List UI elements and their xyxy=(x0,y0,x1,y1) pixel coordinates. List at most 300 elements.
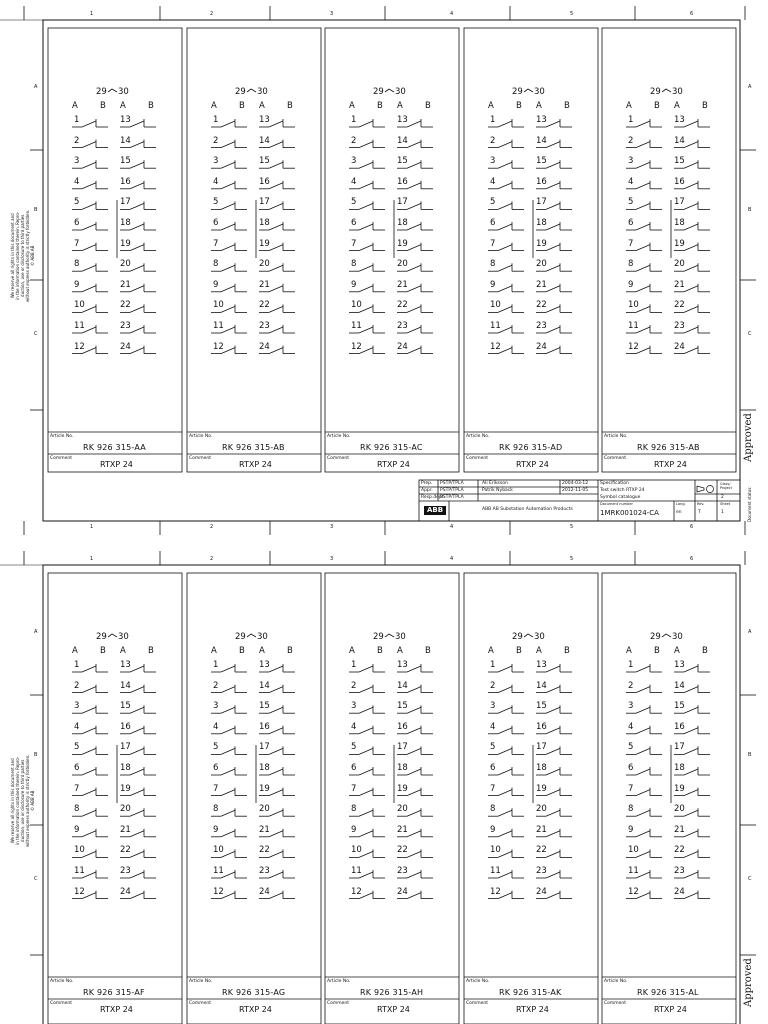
contact-right-blade xyxy=(407,245,421,251)
terminal-number: 2 xyxy=(490,135,496,146)
contact-left-blade xyxy=(498,687,512,693)
terminal-number: 17 xyxy=(397,742,408,753)
bridge-link xyxy=(247,89,256,92)
contact-left-blade xyxy=(221,183,235,189)
terminal-number: 22 xyxy=(674,300,685,311)
terminal-number: 23 xyxy=(536,321,547,331)
article-number: RK 926 315-AC xyxy=(360,443,423,452)
contact-right-blade xyxy=(546,265,560,271)
panel-frame xyxy=(602,573,736,1024)
side-label-a: A xyxy=(120,646,126,656)
contact-left-blade xyxy=(636,810,650,816)
contact-right-blade xyxy=(130,142,144,148)
document-status-1: Approved xyxy=(743,413,754,462)
terminal-30: 30 xyxy=(395,632,406,642)
terminal-number: 2 xyxy=(74,135,80,146)
contact-left-blade xyxy=(636,121,650,127)
side-label-b: B xyxy=(287,646,293,656)
rev-label: Rev. xyxy=(697,502,705,506)
terminal-number: 8 xyxy=(351,259,357,270)
comment-value: RTXP 24 xyxy=(100,1005,133,1014)
panel-frame xyxy=(48,28,182,472)
article-number: RK 926 315-AD xyxy=(499,443,563,452)
terminal-number: 17 xyxy=(259,197,270,208)
appr-date: 2012-11-05 xyxy=(562,488,589,493)
prep-date: 2004-03-12 xyxy=(562,481,589,486)
terminal-number: 10 xyxy=(628,300,639,311)
article-number: RK 926 315-AH xyxy=(360,988,424,997)
side-label-b: B xyxy=(654,646,660,656)
terminal-number: 23 xyxy=(397,321,408,331)
column-number-top: 4 xyxy=(450,11,454,17)
terminal-number: 24 xyxy=(397,886,408,897)
contact-right-blade xyxy=(546,831,560,837)
terminal-number: 4 xyxy=(74,176,80,187)
contact-left-blade xyxy=(82,831,96,837)
comment-value: RTXP 24 xyxy=(100,460,133,469)
contact-right-blade xyxy=(546,327,560,333)
panel-frame xyxy=(464,28,598,472)
terminal-number: 24 xyxy=(674,886,685,897)
column-number-bottom: 4 xyxy=(450,524,454,530)
terminal-number: 7 xyxy=(490,783,496,794)
terminal-number: 14 xyxy=(120,135,131,146)
terminal-number: 13 xyxy=(397,660,408,670)
prep-name: Ali Eriksson xyxy=(482,481,508,486)
article-number: RK 926 315-AG xyxy=(222,988,286,997)
column-number-bottom: 6 xyxy=(690,524,694,530)
contact-left-blade xyxy=(498,265,512,271)
prep-dept: PSTP/TPLA xyxy=(440,481,464,486)
terminal-number: 4 xyxy=(490,721,496,732)
contact-right-blade xyxy=(407,348,421,354)
terminal-number: 9 xyxy=(74,824,80,835)
terminal-number: 24 xyxy=(536,341,547,352)
terminal-number: 1 xyxy=(74,660,80,670)
contact-right-blade xyxy=(130,769,144,775)
side-label-a: A xyxy=(626,101,632,111)
contact-left-blade xyxy=(359,666,373,672)
terminal-30: 30 xyxy=(395,87,406,97)
terminal-number: 1 xyxy=(213,660,219,670)
terminal-number: 17 xyxy=(397,197,408,208)
side-label-b: B xyxy=(377,101,383,111)
contact-right-blade xyxy=(130,666,144,672)
terminal-29: 29 xyxy=(650,87,661,97)
lang-value: en xyxy=(676,510,682,515)
contact-left-blade xyxy=(359,831,373,837)
rev-value: T xyxy=(698,510,701,515)
contact-left-blade xyxy=(636,142,650,148)
terminal-number: 8 xyxy=(351,804,357,815)
contact-left-blade xyxy=(498,121,512,127)
contact-right-blade xyxy=(546,748,560,754)
terminal-number: 24 xyxy=(259,341,270,352)
terminal-number: 15 xyxy=(259,701,270,712)
comment-value: RTXP 24 xyxy=(654,1005,687,1014)
contact-left-blade xyxy=(498,790,512,796)
contact-right-blade xyxy=(684,687,698,693)
terminal-number: 18 xyxy=(259,218,270,228)
terminal-number: 4 xyxy=(213,721,219,732)
terminal-30: 30 xyxy=(672,87,683,97)
column-number-top: 1 xyxy=(90,556,94,562)
contact-right-blade xyxy=(130,872,144,878)
article-number: RK 926 315-AB xyxy=(637,443,700,452)
contact-right-blade xyxy=(546,893,560,899)
contact-right-blade xyxy=(407,748,421,754)
contact-right-blade xyxy=(407,707,421,713)
terminal-number: 8 xyxy=(628,259,634,270)
terminal-number: 4 xyxy=(490,176,496,187)
contact-left-blade xyxy=(636,748,650,754)
projection-label: Class/ Project xyxy=(720,482,732,490)
contact-right-blade xyxy=(269,224,283,230)
contact-right-blade xyxy=(407,327,421,333)
contact-left-blade xyxy=(359,286,373,292)
contact-left-blade xyxy=(221,121,235,127)
terminal-number: 15 xyxy=(536,701,547,712)
terminal-number: 12 xyxy=(74,886,85,897)
terminal-number: 1 xyxy=(490,115,496,125)
contact-right-blade xyxy=(546,687,560,693)
contact-right-blade xyxy=(546,286,560,292)
terminal-number: 11 xyxy=(628,866,639,876)
contact-right-blade xyxy=(546,728,560,734)
terminal-number: 13 xyxy=(259,115,270,125)
comment-label: Comment xyxy=(189,1001,212,1006)
comment-label: Comment xyxy=(327,1001,350,1006)
terminal-number: 13 xyxy=(120,115,131,125)
terminal-number: 15 xyxy=(536,156,547,167)
contact-right-blade xyxy=(684,224,698,230)
terminal-number: 5 xyxy=(351,197,357,208)
row-letter-right: A xyxy=(748,84,752,90)
contact-left-blade xyxy=(359,790,373,796)
side-label-b: B xyxy=(516,646,522,656)
terminal-number: 5 xyxy=(628,197,634,208)
side-label-a: A xyxy=(72,646,78,656)
contact-right-blade xyxy=(130,162,144,168)
terminal-number: 19 xyxy=(674,238,685,249)
column-number-top: 3 xyxy=(330,11,334,17)
terminal-number: 3 xyxy=(74,701,80,712)
terminal-number: 16 xyxy=(536,721,547,732)
terminal-number: 14 xyxy=(397,680,408,691)
terminal-number: 10 xyxy=(74,300,85,311)
contact-left-blade xyxy=(636,183,650,189)
drawing-frame xyxy=(43,565,740,1024)
terminal-number: 10 xyxy=(213,845,224,856)
terminal-number: 6 xyxy=(628,763,634,773)
terminal-number: 10 xyxy=(351,300,362,311)
terminal-number: 11 xyxy=(351,866,362,876)
company-name: ABB AB Substation Automation Products xyxy=(482,507,573,512)
contact-left-blade xyxy=(359,203,373,209)
contact-left-blade xyxy=(359,162,373,168)
terminal-number: 17 xyxy=(120,197,131,208)
terminal-29: 29 xyxy=(373,87,384,97)
terminal-number: 11 xyxy=(74,866,85,876)
terminal-number: 14 xyxy=(674,680,685,691)
terminal-29: 29 xyxy=(235,632,246,642)
side-label-a: A xyxy=(488,101,494,111)
side-label-a: A xyxy=(349,646,355,656)
comment-value: RTXP 24 xyxy=(516,460,549,469)
terminal-number: 24 xyxy=(120,341,131,352)
terminal-number: 7 xyxy=(213,238,219,249)
terminal-number: 20 xyxy=(120,804,131,815)
terminal-30: 30 xyxy=(672,632,683,642)
contact-left-blade xyxy=(636,728,650,734)
contact-right-blade xyxy=(130,790,144,796)
terminal-number: 23 xyxy=(120,866,131,876)
article-no-label: Article No. xyxy=(189,979,213,984)
contact-right-blade xyxy=(684,162,698,168)
bridge-link xyxy=(108,89,117,92)
contact-right-blade xyxy=(546,851,560,857)
side-label-b: B xyxy=(702,101,708,111)
bridge-link xyxy=(385,634,394,637)
terminal-number: 1 xyxy=(490,660,496,670)
contact-right-blade xyxy=(269,203,283,209)
doc-number: 1MRK001024-CA xyxy=(600,509,659,517)
contact-right-blade xyxy=(684,265,698,271)
terminal-number: 18 xyxy=(397,218,408,228)
terminal-number: 20 xyxy=(536,804,547,815)
side-label-a: A xyxy=(211,101,217,111)
terminal-29: 29 xyxy=(512,87,523,97)
contact-right-blade xyxy=(546,224,560,230)
terminal-number: 14 xyxy=(536,135,547,146)
contact-left-blade xyxy=(82,203,96,209)
contact-left-blade xyxy=(221,265,235,271)
terminal-number: 15 xyxy=(259,156,270,167)
side-label-a: A xyxy=(259,646,265,656)
appr-dept: PSTP/TPLA xyxy=(440,488,464,493)
contact-left-blade xyxy=(82,687,96,693)
contact-right-blade xyxy=(269,707,283,713)
contact-right-blade xyxy=(407,810,421,816)
terminal-number: 1 xyxy=(351,660,357,670)
terminal-number: 8 xyxy=(213,259,219,270)
comment-label: Comment xyxy=(50,456,73,461)
column-number-bottom: 5 xyxy=(570,524,574,530)
row-letter-left: C xyxy=(34,876,38,882)
terminal-number: 21 xyxy=(536,279,547,290)
contact-right-blade xyxy=(684,872,698,878)
bridge-link xyxy=(524,89,533,92)
article-number: RK 926 315-AL xyxy=(637,988,699,997)
panel-frame xyxy=(325,28,459,472)
terminal-number: 4 xyxy=(628,176,634,187)
terminal-number: 9 xyxy=(490,279,496,290)
terminal-number: 12 xyxy=(351,341,362,352)
contact-right-blade xyxy=(269,121,283,127)
contact-left-blade xyxy=(636,265,650,271)
contact-right-blade xyxy=(269,162,283,168)
contact-right-blade xyxy=(546,707,560,713)
contact-right-blade xyxy=(684,245,698,251)
terminal-number: 16 xyxy=(120,721,131,732)
terminal-number: 20 xyxy=(397,804,408,815)
contact-right-blade xyxy=(546,306,560,312)
terminal-number: 13 xyxy=(674,115,685,125)
contact-right-blade xyxy=(269,142,283,148)
side-label-b: B xyxy=(239,101,245,111)
contact-right-blade xyxy=(130,728,144,734)
terminal-number: 16 xyxy=(397,721,408,732)
terminal-number: 10 xyxy=(351,845,362,856)
contact-left-blade xyxy=(359,183,373,189)
terminal-number: 9 xyxy=(74,279,80,290)
contact-left-blade xyxy=(498,810,512,816)
doc-kind: Specification xyxy=(600,481,629,486)
side-label-b: B xyxy=(239,646,245,656)
terminal-number: 14 xyxy=(397,135,408,146)
sheet-2-drawing xyxy=(0,545,768,1024)
bridge-link xyxy=(247,634,256,637)
contact-right-blade xyxy=(684,707,698,713)
article-no-label: Article No. xyxy=(50,434,74,439)
document-status-label-1: Document status: xyxy=(747,486,752,522)
terminal-number: 6 xyxy=(628,218,634,228)
contact-right-blade xyxy=(407,851,421,857)
terminal-number: 21 xyxy=(674,824,685,835)
terminal-29: 29 xyxy=(96,87,107,97)
drawing-sheet-2 xyxy=(0,545,768,1024)
terminal-number: 8 xyxy=(628,804,634,815)
contact-left-blade xyxy=(221,224,235,230)
terminal-number: 12 xyxy=(74,341,85,352)
comment-value: RTXP 24 xyxy=(654,460,687,469)
side-label-b: B xyxy=(702,646,708,656)
contact-right-blade xyxy=(684,728,698,734)
terminal-number: 21 xyxy=(259,279,270,290)
contact-right-blade xyxy=(130,245,144,251)
terminal-number: 16 xyxy=(674,176,685,187)
contact-right-blade xyxy=(684,327,698,333)
contact-left-blade xyxy=(82,707,96,713)
terminal-number: 6 xyxy=(351,763,357,773)
terminal-number: 9 xyxy=(490,824,496,835)
contact-left-blade xyxy=(359,728,373,734)
contact-right-blade xyxy=(546,142,560,148)
terminal-number: 10 xyxy=(74,845,85,856)
terminal-number: 7 xyxy=(74,238,80,249)
contact-right-blade xyxy=(130,224,144,230)
terminal-number: 11 xyxy=(628,321,639,331)
article-number: RK 926 315-AF xyxy=(83,988,145,997)
terminal-number: 4 xyxy=(351,721,357,732)
terminal-number: 21 xyxy=(536,824,547,835)
contact-left-blade xyxy=(498,769,512,775)
article-no-label: Article No. xyxy=(604,979,628,984)
terminal-number: 18 xyxy=(259,763,270,773)
terminal-number: 3 xyxy=(213,701,219,712)
terminal-number: 21 xyxy=(397,279,408,290)
terminal-number: 19 xyxy=(397,238,408,249)
terminal-number: 13 xyxy=(397,115,408,125)
contact-left-blade xyxy=(636,707,650,713)
contact-right-blade xyxy=(407,162,421,168)
terminal-number: 20 xyxy=(259,804,270,815)
column-number-bottom: 3 xyxy=(330,524,334,530)
terminal-number: 19 xyxy=(259,783,270,794)
contact-right-blade xyxy=(269,748,283,754)
contact-left-blade xyxy=(82,121,96,127)
terminal-number: 5 xyxy=(74,197,80,208)
contact-right-blade xyxy=(269,265,283,271)
side-label-a: A xyxy=(120,101,126,111)
contact-left-blade xyxy=(359,810,373,816)
terminal-number: 23 xyxy=(259,321,270,331)
terminal-30: 30 xyxy=(257,87,268,97)
contact-left-blade xyxy=(498,748,512,754)
comment-label: Comment xyxy=(604,1001,627,1006)
terminal-number: 3 xyxy=(628,156,634,167)
terminal-number: 6 xyxy=(74,763,80,773)
terminal-number: 3 xyxy=(351,701,357,712)
terminal-number: 22 xyxy=(536,300,547,311)
contact-left-blade xyxy=(221,769,235,775)
terminal-number: 7 xyxy=(490,238,496,249)
contact-right-blade xyxy=(684,203,698,209)
contact-right-blade xyxy=(130,831,144,837)
row-letter-right: C xyxy=(748,331,752,337)
terminal-number: 12 xyxy=(628,886,639,897)
contact-left-blade xyxy=(498,245,512,251)
contact-right-blade xyxy=(684,893,698,899)
contact-right-blade xyxy=(684,348,698,354)
row-letter-left: A xyxy=(34,629,38,635)
contact-left-blade xyxy=(359,769,373,775)
contact-left-blade xyxy=(636,162,650,168)
terminal-number: 21 xyxy=(397,824,408,835)
contact-right-blade xyxy=(684,666,698,672)
terminal-number: 2 xyxy=(490,680,496,691)
side-label-a: A xyxy=(488,646,494,656)
contact-right-blade xyxy=(407,203,421,209)
row-letter-left: C xyxy=(34,331,38,337)
terminal-number: 20 xyxy=(259,259,270,270)
terminal-number: 4 xyxy=(628,721,634,732)
contact-left-blade xyxy=(636,769,650,775)
contact-left-blade xyxy=(498,707,512,713)
contact-left-blade xyxy=(498,203,512,209)
contact-left-blade xyxy=(636,666,650,672)
terminal-number: 2 xyxy=(351,135,357,146)
terminal-number: 24 xyxy=(674,341,685,352)
terminal-number: 8 xyxy=(490,259,496,270)
side-label-a: A xyxy=(674,646,680,656)
terminal-number: 9 xyxy=(351,824,357,835)
terminal-number: 12 xyxy=(628,341,639,352)
terminal-number: 21 xyxy=(259,824,270,835)
comment-value: RTXP 24 xyxy=(239,1005,272,1014)
terminal-30: 30 xyxy=(257,632,268,642)
contact-left-blade xyxy=(498,224,512,230)
contact-left-blade xyxy=(82,810,96,816)
contact-left-blade xyxy=(82,265,96,271)
terminal-number: 23 xyxy=(674,321,685,331)
terminal-number: 4 xyxy=(74,721,80,732)
contact-left-blade xyxy=(221,810,235,816)
terminal-number: 21 xyxy=(120,279,131,290)
terminal-number: 11 xyxy=(351,321,362,331)
terminal-29: 29 xyxy=(512,632,523,642)
appr-label: Appr. xyxy=(421,488,433,493)
